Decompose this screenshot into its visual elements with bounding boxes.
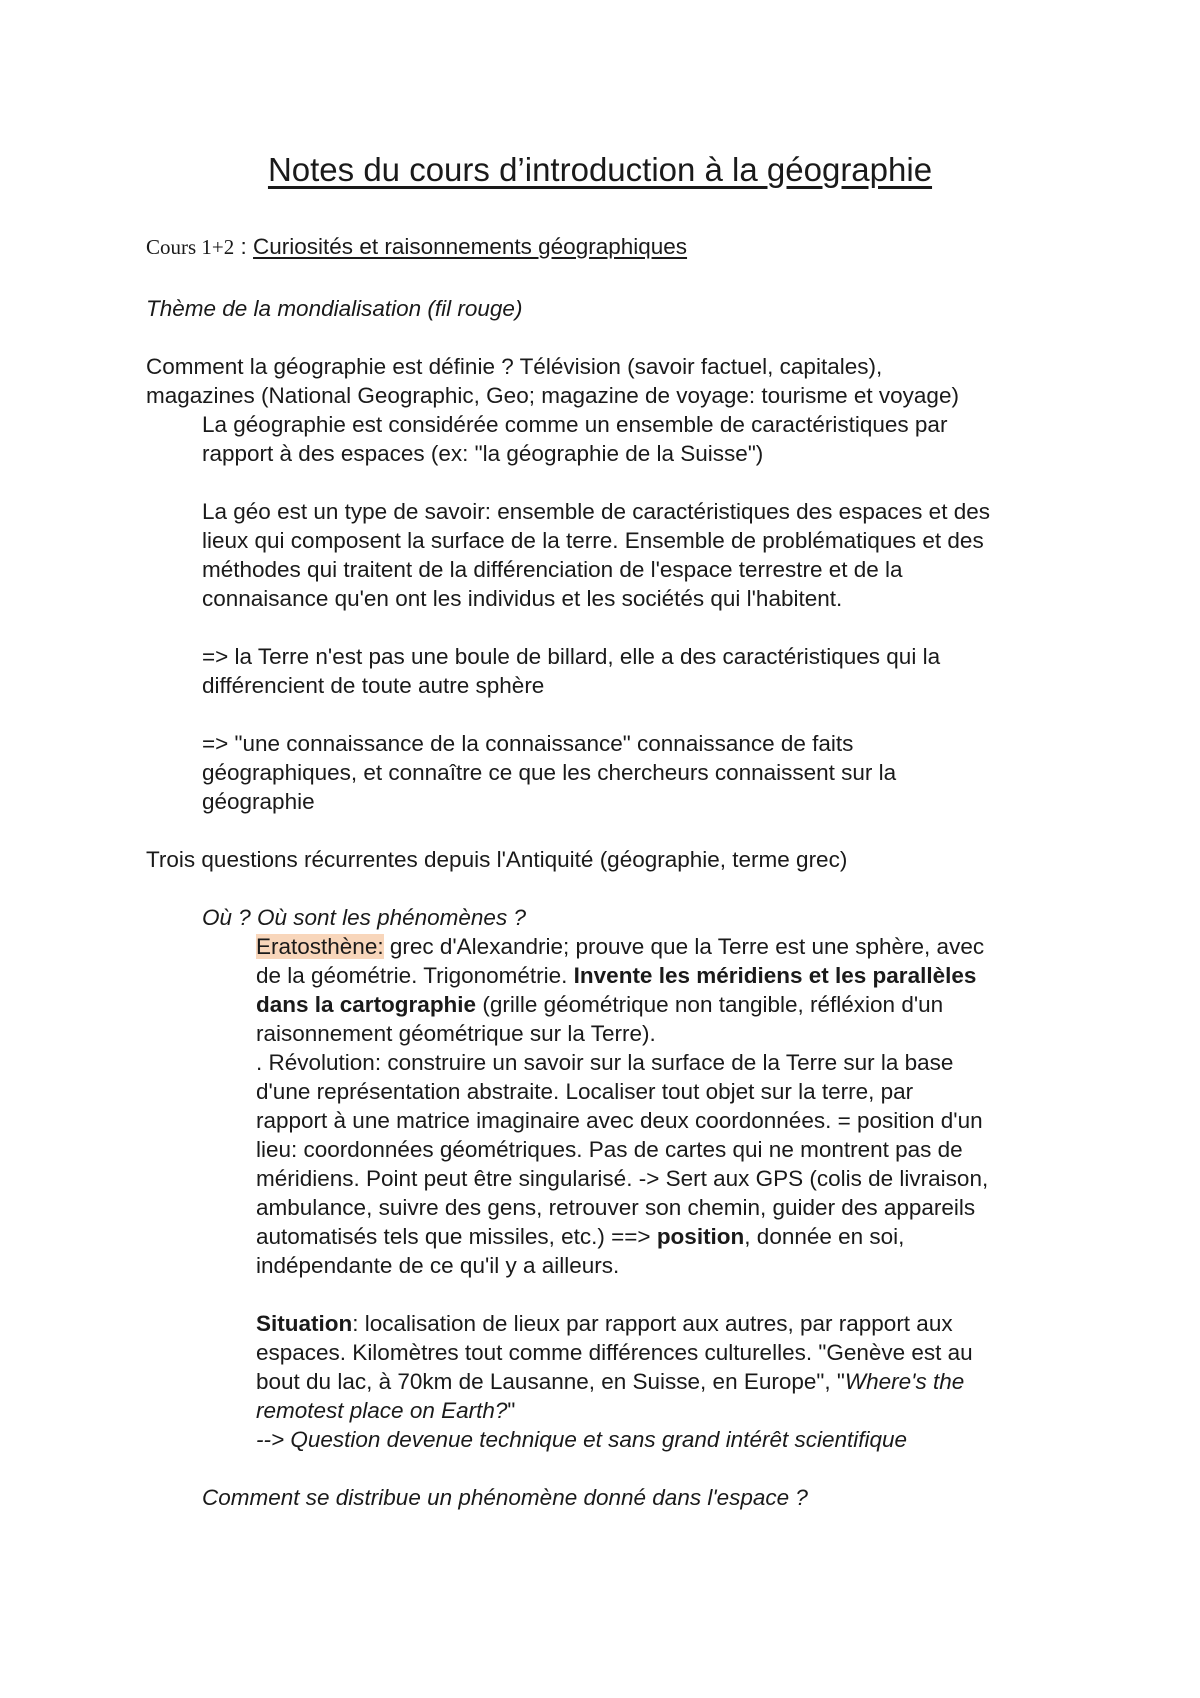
question-1: Où ? Où sont les phénomènes ? [202, 905, 526, 930]
eratosthene-line-2 [256, 961, 976, 990]
situation-text: " [507, 1398, 516, 1423]
situation-line-4 [256, 1396, 515, 1425]
paragraph-line: différencient de toute autre sphère [202, 673, 545, 698]
paragraph-line: géographie [202, 789, 315, 814]
eratosthene-text: de la géométrie. Trigonométrie. [256, 963, 574, 988]
situation-line-2: espaces. Kilomètres tout comme différences culturelles. "Genève est au [256, 1340, 973, 1365]
course-heading [146, 232, 687, 262]
paragraph-line: => la Terre n'est pas une boule de billard, elle a des caractéristiques qui la [202, 644, 941, 669]
document-title: Notes du cours d’introduction à la géographie [267, 151, 933, 188]
revolution-text: , donnée en soi, [744, 1224, 905, 1249]
paragraph-line: méthodes qui traitent de la différenciation de l'espace terrestre et de la [202, 557, 903, 582]
three-questions-line: Trois questions récurrentes depuis l'Antiquité (géographie, terme grec) [146, 847, 848, 872]
eratosthene-line-1 [256, 932, 984, 961]
situation-label: Situation [256, 1311, 353, 1336]
question-2: Comment se distribue un phénomène donné dans l'espace ? [202, 1485, 808, 1510]
paragraph-line: lieux qui composent la surface de la terre. Ensemble de problématiques et des [202, 528, 984, 553]
situation-text: : localisation de lieux par rapport aux autres, par rapport aux [352, 1311, 953, 1336]
course-separator: : [234, 234, 254, 259]
eratosthene-highlight: Eratosthène: [256, 934, 384, 959]
eratosthene-text: grec d'Alexandrie; prouve que la Terre est une sphère, avec [383, 934, 985, 959]
intro-line-1: Comment la géographie est définie ? Télévision (savoir factuel, capitales), [146, 354, 883, 379]
situation-line-3 [256, 1367, 964, 1396]
paragraph-line: La géo est un type de savoir: ensemble de caractéristiques des espaces et des [202, 499, 990, 524]
revolution-line: méridiens. Point peut être singularisé. -> Sert aux GPS (colis de livraison, [256, 1166, 989, 1191]
paragraph-line: => "une connaissance de la connaissance" connaissance de faits [202, 731, 854, 756]
paragraph-line: connaisance qu'en ont les individus et les sociétés qui l'habitent. [202, 586, 843, 611]
revolution-line: lieu: coordonnées géométriques. Pas de cartes qui ne montrent pas de [256, 1137, 963, 1162]
revolution-line: indépendante de ce qu'il y a ailleurs. [256, 1253, 620, 1278]
eratosthene-bold-text: dans la cartographie [256, 992, 477, 1017]
eratosthene-bold-text: Invente les méridiens et les parallèles [573, 963, 977, 988]
intro-line-2: magazines (National Geographic, Geo; magazine de voyage: tourisme et voyage) [146, 383, 959, 408]
situation-line-5: --> Question devenue technique et sans grand intérêt scientifique [256, 1427, 908, 1452]
eratosthene-text: (grille géométrique non tangible, réfléxion d'un [476, 992, 944, 1017]
eratosthene-line-3 [256, 990, 943, 1019]
revolution-line: . Révolution: construire un savoir sur la surface de la Terre sur la base [256, 1050, 954, 1075]
theme-line: Thème de la mondialisation (fil rouge) [146, 296, 523, 321]
course-label: Cours 1+2 [146, 235, 235, 259]
revolution-line [256, 1222, 904, 1251]
revolution-line: ambulance, suivre des gens, retrouver son chemin, guider des appareils [256, 1195, 976, 1220]
paragraph-line: géographiques, et connaître ce que les chercheurs connaissent sur la [202, 760, 897, 785]
situation-italic: Where's the [844, 1369, 965, 1394]
eratosthene-line-4: raisonnement géométrique sur la Terre). [256, 1021, 656, 1046]
paragraph-line: La géographie est considérée comme un ensemble de caractéristiques par [202, 412, 948, 437]
revolution-line: d'une représentation abstraite. Localiser tout objet sur la terre, par [256, 1079, 914, 1104]
paragraph-line: rapport à des espaces (ex: "la géographie de la Suisse") [202, 441, 764, 466]
position-bold: position [656, 1224, 745, 1249]
revolution-text: automatisés tels que missiles, etc.) ==> [256, 1224, 657, 1249]
revolution-line: rapport à une matrice imaginaire avec deux coordonnées. = position d'un [256, 1108, 983, 1133]
situation-italic: remotest place on Earth? [256, 1398, 508, 1423]
course-topic: Curiosités et raisonnements géographiques [253, 234, 688, 259]
situation-line-1 [256, 1309, 953, 1338]
situation-text: bout du lac, à 70km de Lausanne, en Suisse, en Europe", " [256, 1369, 845, 1394]
